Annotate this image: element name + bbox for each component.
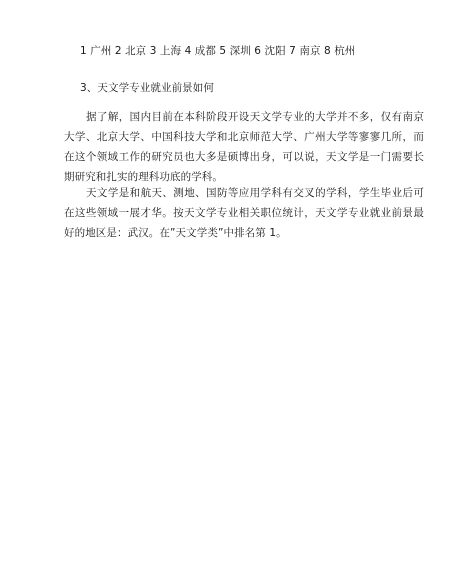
section-heading: 3、天文学专业就业前景如何 <box>80 82 214 94</box>
paragraph-university-overview: 据了解，国内目前在本科阶段开设天文学专业的大学并不多，仅有南京大学、北京大学、中国科技大学和北京师范大学、广州大学等寥寥几所，而在这个领域工作的研究员也大多是硕博出身，可以说，天文学是一门需要长期研究和扎实的理科功底的学科。 <box>64 111 424 183</box>
city-ranking-list: 1 广州 2 北京 3 上海 4 成都 5 深圳 6 沈阳 7 南京 8 杭州 <box>80 45 356 57</box>
paragraph-employment-outlook: 天文学是和航天、测地、国防等应用学科有交叉的学科，学生毕业后可在这些领域一展才华。按天文学专业相关职位统计，天文学专业就业前景最好的地区是：武汉。在”天文学类”中排名第 1。 <box>64 187 424 239</box>
